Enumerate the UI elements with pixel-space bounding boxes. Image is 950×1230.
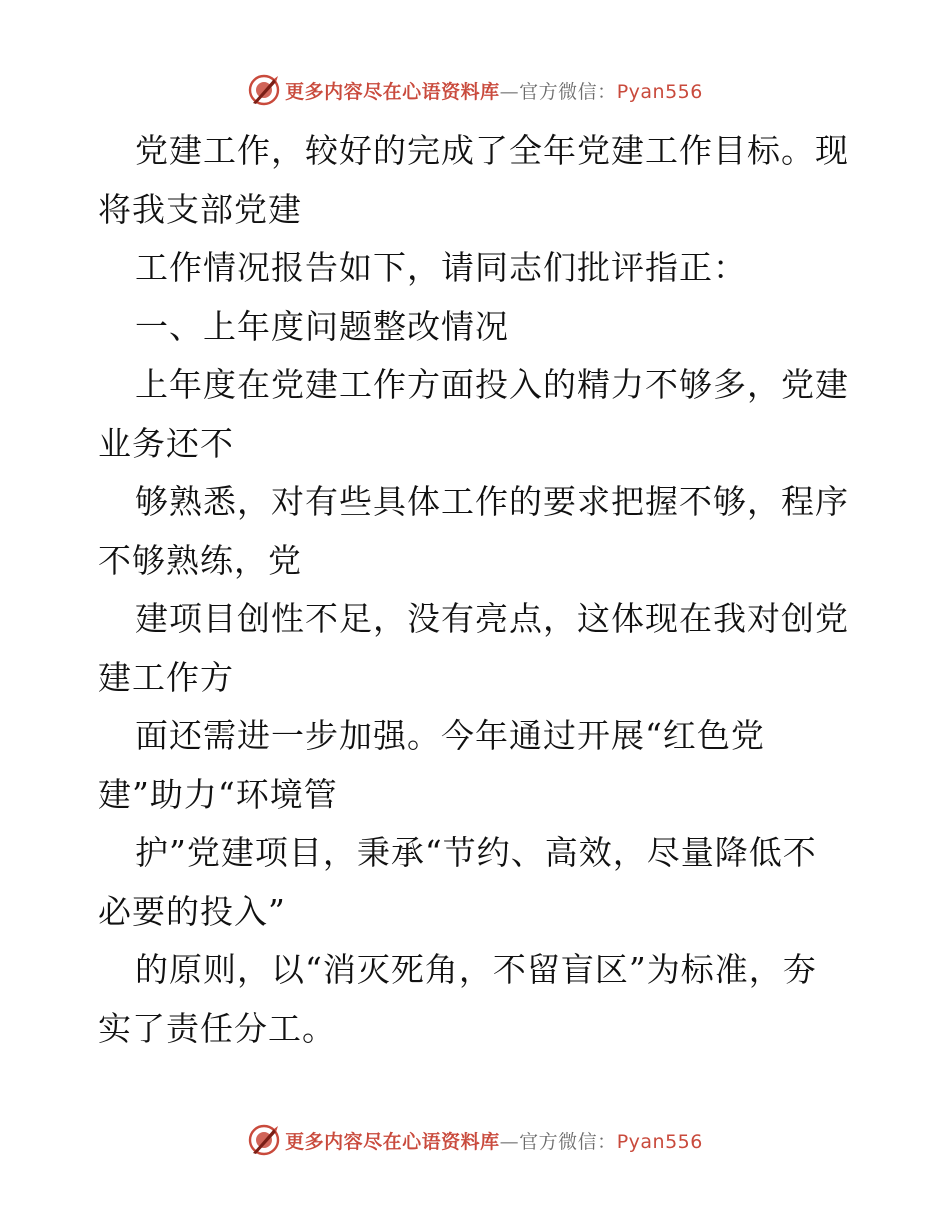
banner-text — [285, 77, 703, 104]
document-body — [98, 122, 858, 1058]
banner-dash: — — [499, 80, 520, 103]
text-line: 将我支部党建 — [98, 189, 302, 229]
text-line: 不够熟练，党 — [98, 540, 302, 580]
banner-site-name: 更多内容尽在心语资料库 — [285, 1130, 500, 1153]
text-line: 建”助力“环境管 — [98, 774, 338, 814]
banner-wechat-id: Pyan556 — [616, 1130, 703, 1153]
text-line: 护”党建项目，秉承“节约、高效，尽量降低不 — [135, 833, 817, 872]
text-line: 面还需进一步加强。今年通过开展“红色党 — [135, 716, 765, 755]
text-line: 建工作方 — [98, 657, 234, 697]
banner-dash: — — [499, 1130, 520, 1153]
quill-pen-logo-icon — [247, 73, 281, 107]
text-line: 的原则，以“消灭死角，不留盲区”为标准，夯 — [135, 950, 817, 989]
text-line: 上年度在党建工作方面投入的精力不够多，党建 — [135, 365, 849, 404]
text-line: 实了责任分工。 — [98, 1008, 336, 1048]
banner-wechat-label: 官方微信： — [519, 80, 617, 103]
section-heading: 一、上年度问题整改情况 — [135, 306, 509, 346]
banner-wechat-id: Pyan556 — [616, 80, 703, 103]
text-line: 必要的投入” — [98, 891, 286, 931]
quill-pen-logo-icon — [247, 1123, 281, 1157]
footer-banner — [0, 1120, 950, 1160]
text-line: 业务还不 — [98, 423, 234, 463]
header-banner — [0, 70, 950, 110]
text-line: 够熟悉，对有些具体工作的要求把握不够，程序 — [135, 482, 849, 521]
banner-site-name: 更多内容尽在心语资料库 — [285, 80, 500, 103]
text-line: 工作情况报告如下，请同志们批评指正： — [135, 248, 747, 287]
banner-wechat-label: 官方微信： — [519, 1130, 617, 1153]
text-line: 建项目创性不足，没有亮点，这体现在我对创党 — [135, 599, 849, 638]
banner-text — [285, 1127, 703, 1154]
text-line: 党建工作，较好的完成了全年党建工作目标。现 — [135, 131, 849, 170]
